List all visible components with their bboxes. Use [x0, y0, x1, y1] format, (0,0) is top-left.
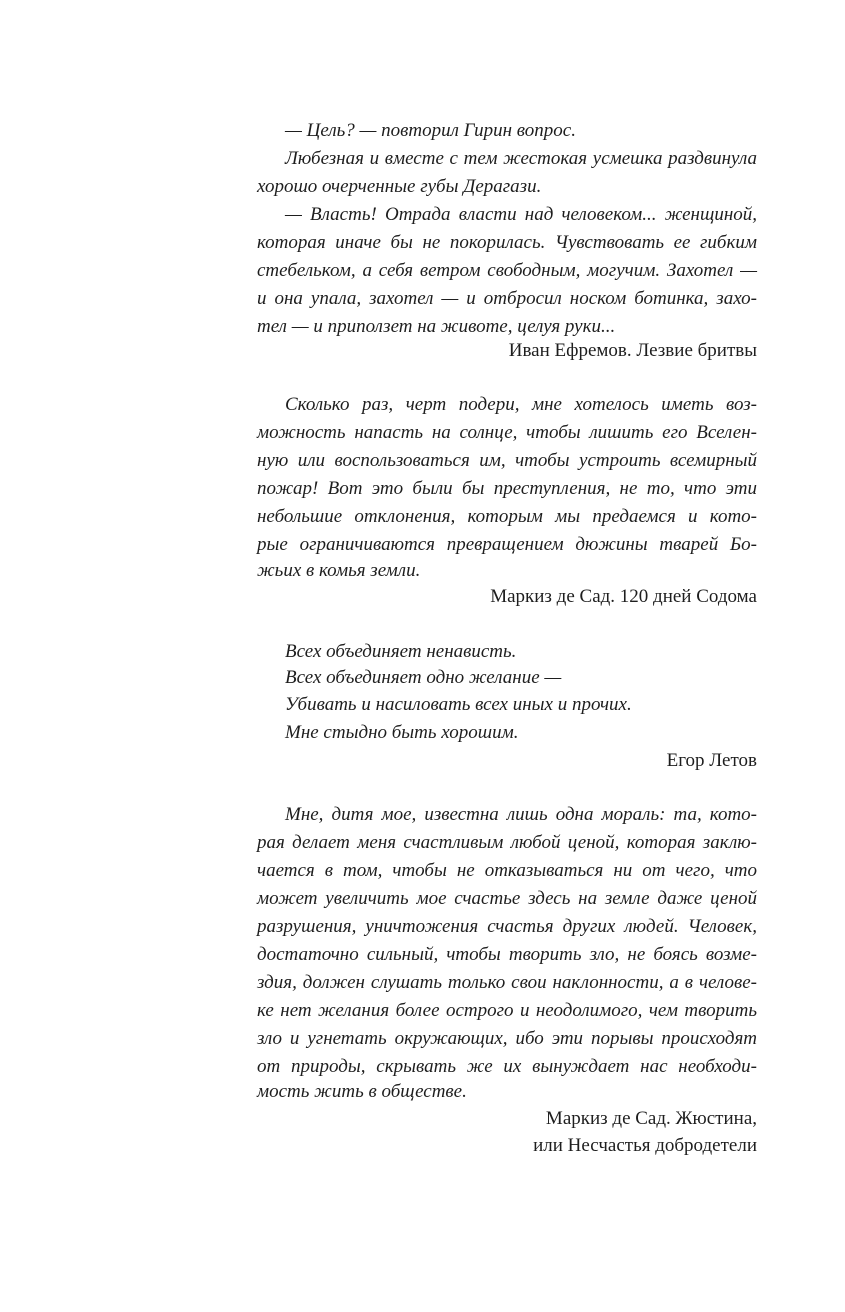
poem-line: Всех объединяет одно желание —	[285, 667, 562, 688]
text-line: которая иначе бы не покорилась. Чувствовать ее гибким	[257, 232, 757, 253]
text-line: небольшие отклонения, которым мы предаемся и кото-	[257, 506, 757, 527]
text-line: ную или воспользоваться им, чтобы устроить всемирный	[257, 450, 757, 471]
text-line: тел — и приползет на животе, целуя руки...	[257, 316, 616, 337]
text-line: разрушения, уничтожения счастья других людей. Человек,	[257, 916, 757, 937]
text-line: стебельком, а себя ветром свободным, могучим. Захотел —	[257, 260, 757, 281]
text-line: хорошо очерченные губы Дерагази.	[257, 176, 542, 197]
text-line: Мне, дитя мое, известна лишь одна мораль: та, кото-	[285, 804, 757, 825]
text-line: — Власть! Отрада власти над человеком... женщиной,	[285, 204, 757, 225]
attribution: Егор Летов	[666, 750, 757, 771]
text-line: мость жить в обществе.	[257, 1081, 467, 1102]
text-line: чается в том, чтобы не отказываться ни от чего, что	[257, 860, 757, 881]
text-line: ке нет желания более острого и неодолимого, чем творить	[257, 1000, 757, 1021]
text-line: может увеличить мое счастье здесь на земле даже ценой	[257, 888, 757, 909]
text-line: можность напасть на солнце, чтобы лишить его Вселен-	[257, 422, 757, 443]
text-line: здия, должен слушать только свои наклонности, а в челове-	[257, 972, 757, 993]
text-line: достаточно сильный, чтобы творить зло, не боясь возме-	[257, 944, 757, 965]
text-line: рые ограничиваются превращением дюжины тварей Бо-	[257, 534, 757, 555]
text-line: жьих в комья земли.	[257, 560, 421, 581]
text-line: рая делает меня счастливым любой ценой, которая заклю-	[257, 832, 757, 853]
attribution: Маркиз де Сад. Жюстина,	[545, 1108, 757, 1129]
attribution: или Несчастья добродетели	[533, 1135, 757, 1156]
attribution: Маркиз де Сад. 120 дней Содома	[490, 586, 757, 607]
text-line: от природы, скрывать же их вынуждает нас необходи-	[257, 1056, 757, 1077]
text-line: зло и угнетать окружающих, ибо эти порывы происходят	[257, 1028, 757, 1049]
poem-line: Мне стыдно быть хорошим.	[285, 722, 519, 743]
text-line: Любезная и вместе с тем жестокая усмешка раздвинула	[285, 148, 757, 169]
text-line: и она упала, захотел — и отбросил носком ботинка, захо-	[257, 288, 757, 309]
attribution: Иван Ефремов. Лезвие бритвы	[508, 340, 757, 361]
poem-line: Всех объединяет ненависть.	[285, 641, 517, 662]
poem-line: Убивать и насиловать всех иных и прочих.	[285, 694, 632, 715]
text-line: — Цель? — повторил Гирин вопрос.	[285, 120, 576, 141]
text-line: Сколько раз, черт подери, мне хотелось иметь воз-	[285, 394, 757, 415]
text-line: пожар! Вот это были бы преступления, не то, что эти	[257, 478, 757, 499]
